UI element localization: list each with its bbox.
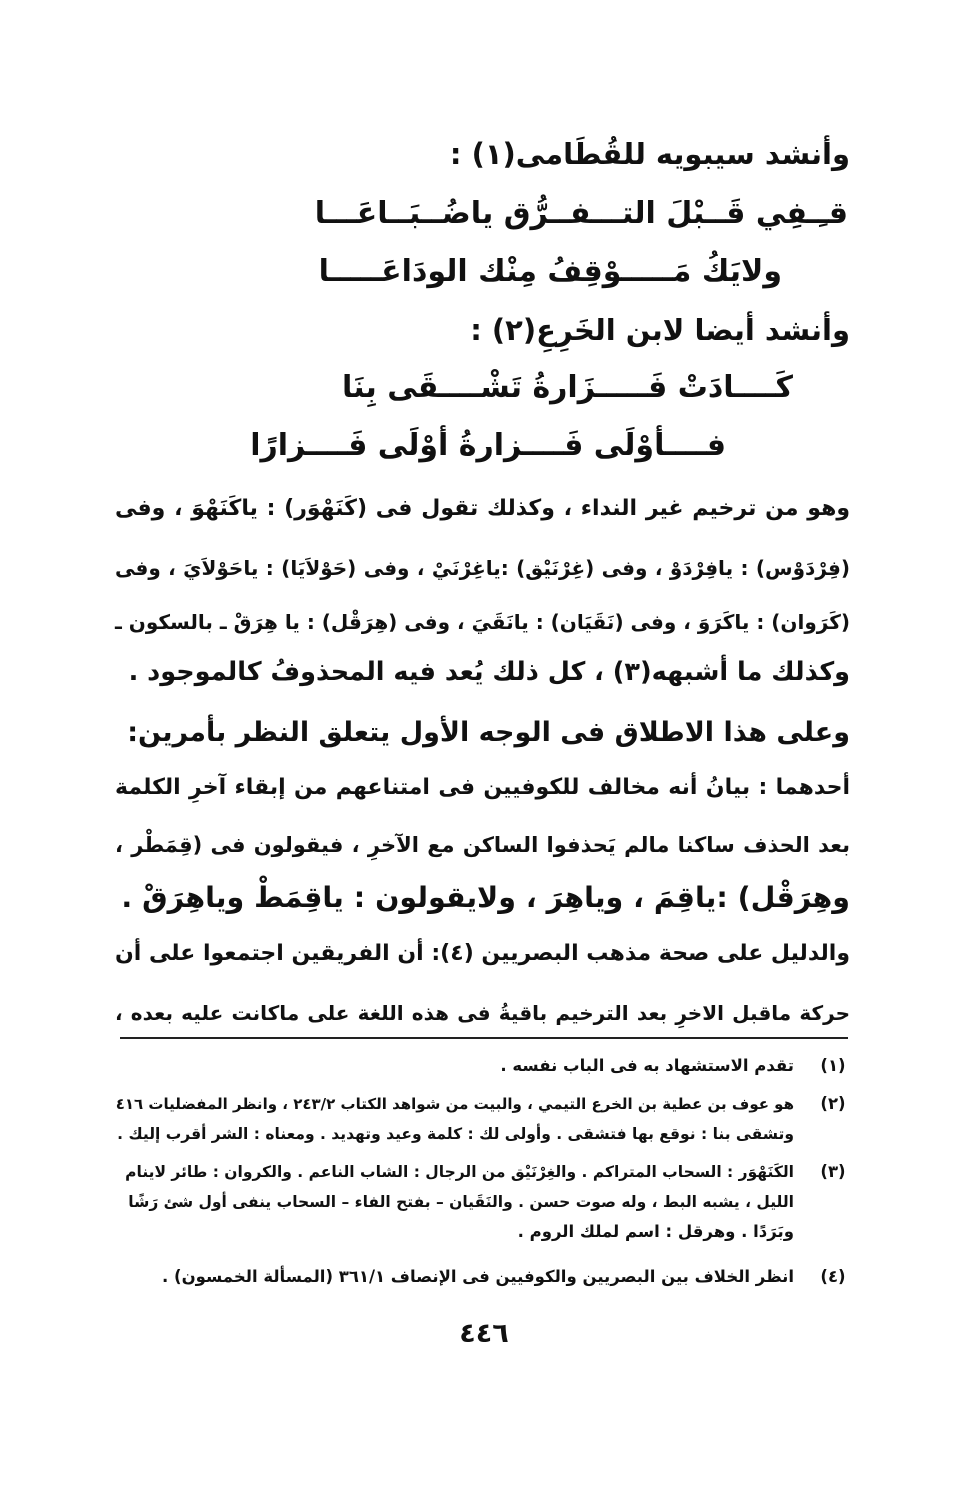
text-line: (كَرَوان) : ياكَرَوَ ، وفى (نَقَيَان) : يانَقَيَ ، وفى (هِرَقْل) : يا هِرَقْ ـ بالسكون ـ — [115, 610, 850, 634]
verse-line: قـِـفِي قَــبْلَ التـــفــرُّق ياضُــبَــاعَـــا — [314, 196, 848, 231]
text-line: وأنشد سيبويه للقُطَامى(١) : — [449, 137, 850, 171]
footnote — [116, 1157, 848, 1247]
text-line: والدليل على صحة مذهب البصريين (٤): أن الفريقين اجتمعوا على أن — [115, 941, 850, 966]
footnote-text — [116, 1089, 794, 1149]
footnote-number: (٢) — [820, 1094, 846, 1113]
footnote-text — [116, 1262, 794, 1292]
footnote — [116, 1089, 848, 1149]
footnote-line: الكَنَهْوَر : السحاب المتراكم . والغِرْنَيْق من الرجال : الشاب الناعم . والكروان : طائر لاينام — [125, 1163, 794, 1181]
verse-line: ولايَكُ مَـــــوْقِفُ مِنْك الودَاعَـــــا — [318, 254, 782, 289]
footnote-text — [116, 1051, 794, 1081]
footnote-number: (٣) — [820, 1162, 846, 1181]
verse-line: فــــأوْلَى فَــــزارةُ أوْلَى فَــــزارًا — [250, 428, 726, 463]
footnote — [116, 1262, 848, 1292]
text-line: حركة ماقبل الاخرِ بعد الترخيم باقيةُ فى هذه اللغة على ماكانت عليه بعده ، — [115, 1001, 850, 1025]
text-line: وكذلك ما أشبهه(٣) ، كل ذلك يُعد فيه المحذوفُ كالموجود . — [128, 657, 850, 687]
footnote-line: تقدم الاستشهاد به فى الباب نفسه . — [500, 1056, 794, 1075]
text-line: أحدهما : بيانُ أنه مخالف للكوفيين فى امتناعهم من إبقاء آخرِ الكلمة — [115, 775, 850, 800]
text-line: (فِرْدَوْس) : يافِرْدَوْ ، وفى (غِرْنَيْق) :ياغِرْنَيْ ، وفى (حَوْلاَيَا) : ياحَوْلاَيَ ، وفى — [115, 556, 850, 580]
footnote-line: وبَرَدًا . وهرقل : اسم لملك الروم . — [517, 1222, 794, 1241]
verse-line: كَــــادَتْ فَـــــزَارةُ تَشْــــقَى بِنَا — [342, 370, 793, 405]
footnote-number: (١) — [820, 1056, 846, 1075]
footnote-text — [116, 1157, 794, 1247]
footnote-line: وتشقى بنا : نوقع بها فتشقى . وأولى لك : كلمة وعيد وتهديد . ومعناه : الشر أقرب إليك . — [117, 1125, 794, 1143]
text-line: وأنشد أيضا لابن الخَرِعِ(٢) : — [470, 313, 850, 347]
footnote-line: الليل ، يشبه البط ، وله صوت حسن . والنَقَيان – بفتح الفاء – السحاب ينفى أول شئ رَشًا — [128, 1193, 794, 1211]
footnote-separator — [120, 1037, 848, 1039]
text-line: وعلى هذا الاطلاق فى الوجه الأول يتعلق النظر بأمرين: — [127, 717, 850, 748]
footnote-line: انظر الخلاف بين البصريين والكوفيين فى الإنصاف ٣٦١/١ (المسألة الخمسون) . — [162, 1267, 794, 1286]
text-line: وهو من ترخيم غير النداء ، وكذلك تقول فى (كَنَهْوَر) : ياكَنَهْوَ ، وفى — [115, 496, 850, 521]
text-line: بعد الحذف ساكنا مالم يَحذفوا الساكن مع الآخرِ ، فيقولون فى (قِمَطْر ، — [115, 833, 850, 857]
text-line: وهِرَقْل) :ياقِمَ ، وياهِرَ ، ولايقولون : ياقِمَطْ وياهِرَقْ . — [121, 881, 850, 914]
footnote-line: هو عوف بن عطية بن الخرع التيمي ، والبيت من شواهد الكتاب ٢٤٣/٢ ، وانظر المفضليات ٤١٦ — [115, 1095, 794, 1113]
footnote — [116, 1051, 848, 1081]
page-number: ٤٤٦ — [459, 1318, 509, 1349]
footnote-number: (٤) — [820, 1267, 846, 1286]
